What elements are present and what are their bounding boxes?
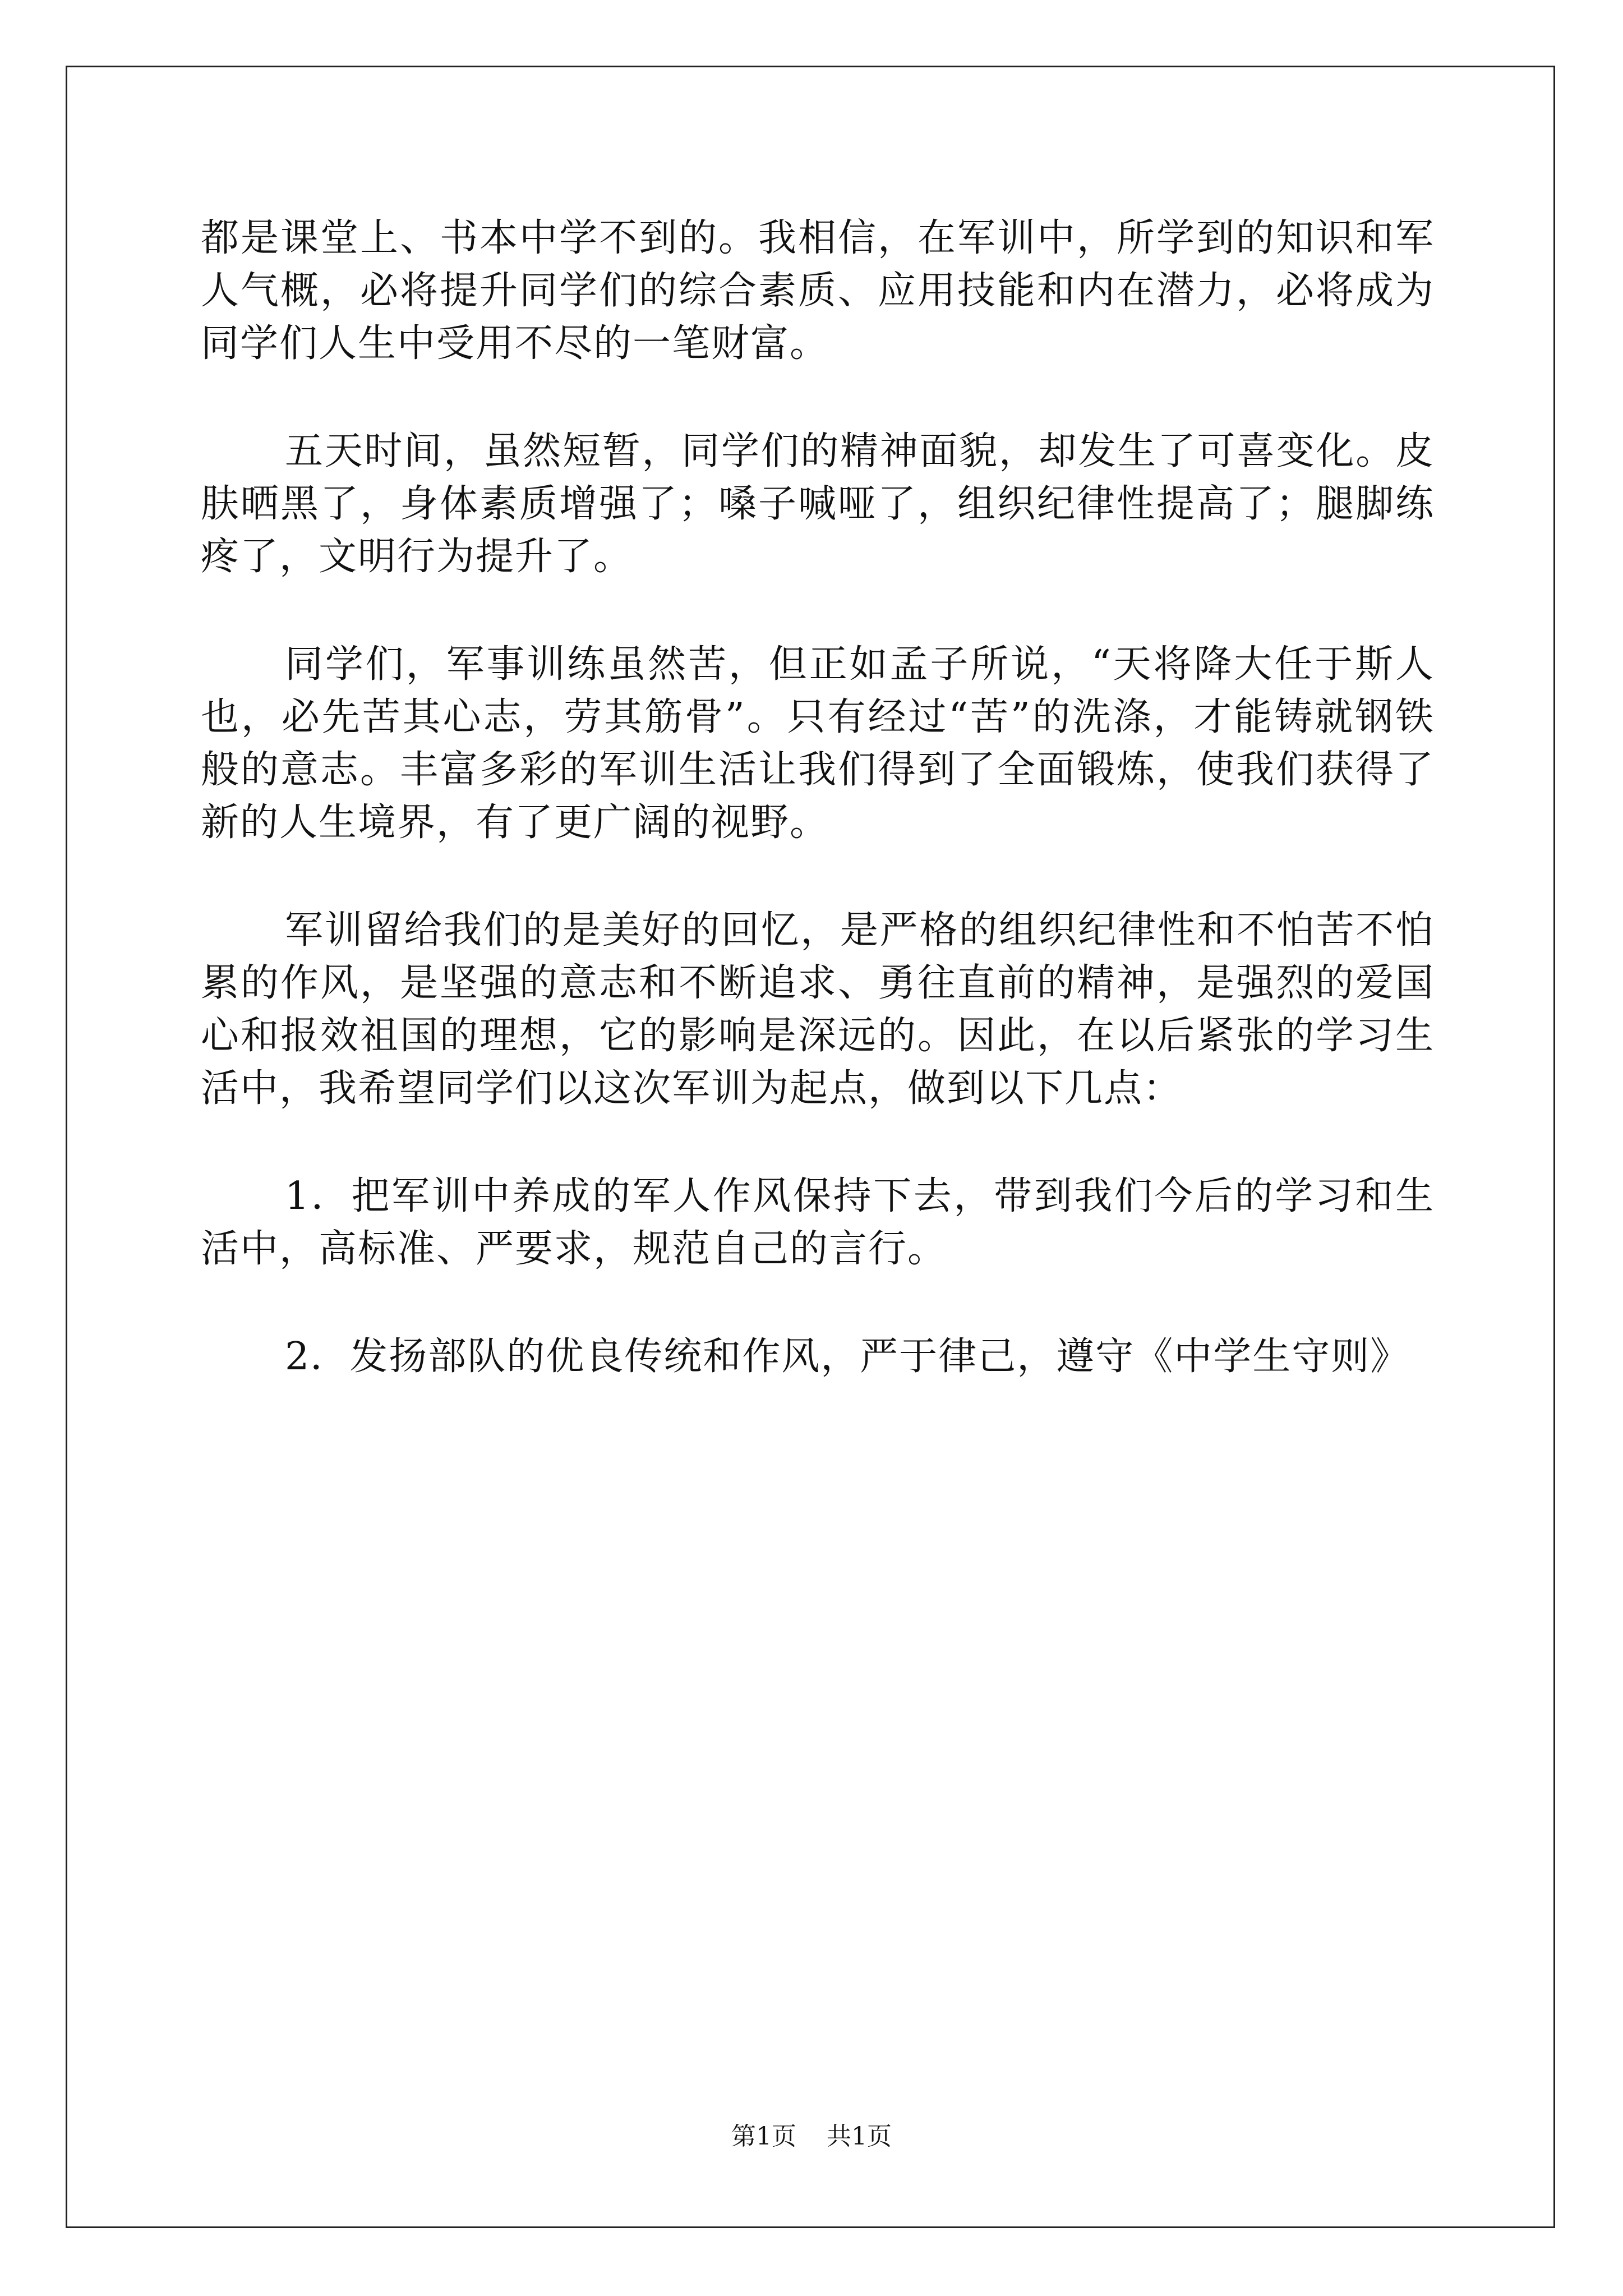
paragraph-3: 同学们，军事训练虽然苦，但正如孟子所说，“天将降大任于斯人也，必先苦其心志，劳其筋骨”。只有经过“苦”的洗涤，才能铸就钢铁般的意志。丰富多彩的军训生活让我们得到了全面锻炼，使我们获得了新的人生境界，有了更广阔的视野。 [201, 642, 1435, 845]
page-footer [0, 2123, 1623, 2151]
paragraph-5: 1．把军训中养成的军人作风保持下去，带到我们今后的学习和生活中，高标准、严要求，规范自己的言行。 [201, 1174, 1435, 1271]
page-total: 共1页 [827, 2122, 892, 2151]
page-number: 第1页 [731, 2122, 796, 2151]
paragraph-2: 五天时间，虽然短暂，同学们的精神面貌，却发生了可喜变化。皮肤晒黑了，身体素质增强了；嗓子喊哑了，组织纪律性提高了；腿脚练疼了，文明行为提升了。 [201, 429, 1435, 579]
document-body [201, 212, 1435, 1438]
paragraph-1: 都是课堂上、书本中学不到的。我相信，在军训中，所学到的知识和军人气概，必将提升同学们的综合素质、应用技能和内在潜力，必将成为同学们人生中受用不尽的一笔财富。 [201, 216, 1435, 366]
paragraph-6: 2．发扬部队的优良传统和作风，严于律己，遵守《中学生守则》 [285, 1335, 1410, 1379]
paragraph-4: 军训留给我们的是美好的回忆，是严格的组织纪律性和不怕苦不怕累的作风，是坚强的意志和不断追求、勇往直前的精神，是强烈的爱国心和报效祖国的理想，它的影响是深远的。因此，在以后紧张的学习生活中，我希望同学们以这次军训为起点，做到以下几点： [201, 908, 1435, 1111]
